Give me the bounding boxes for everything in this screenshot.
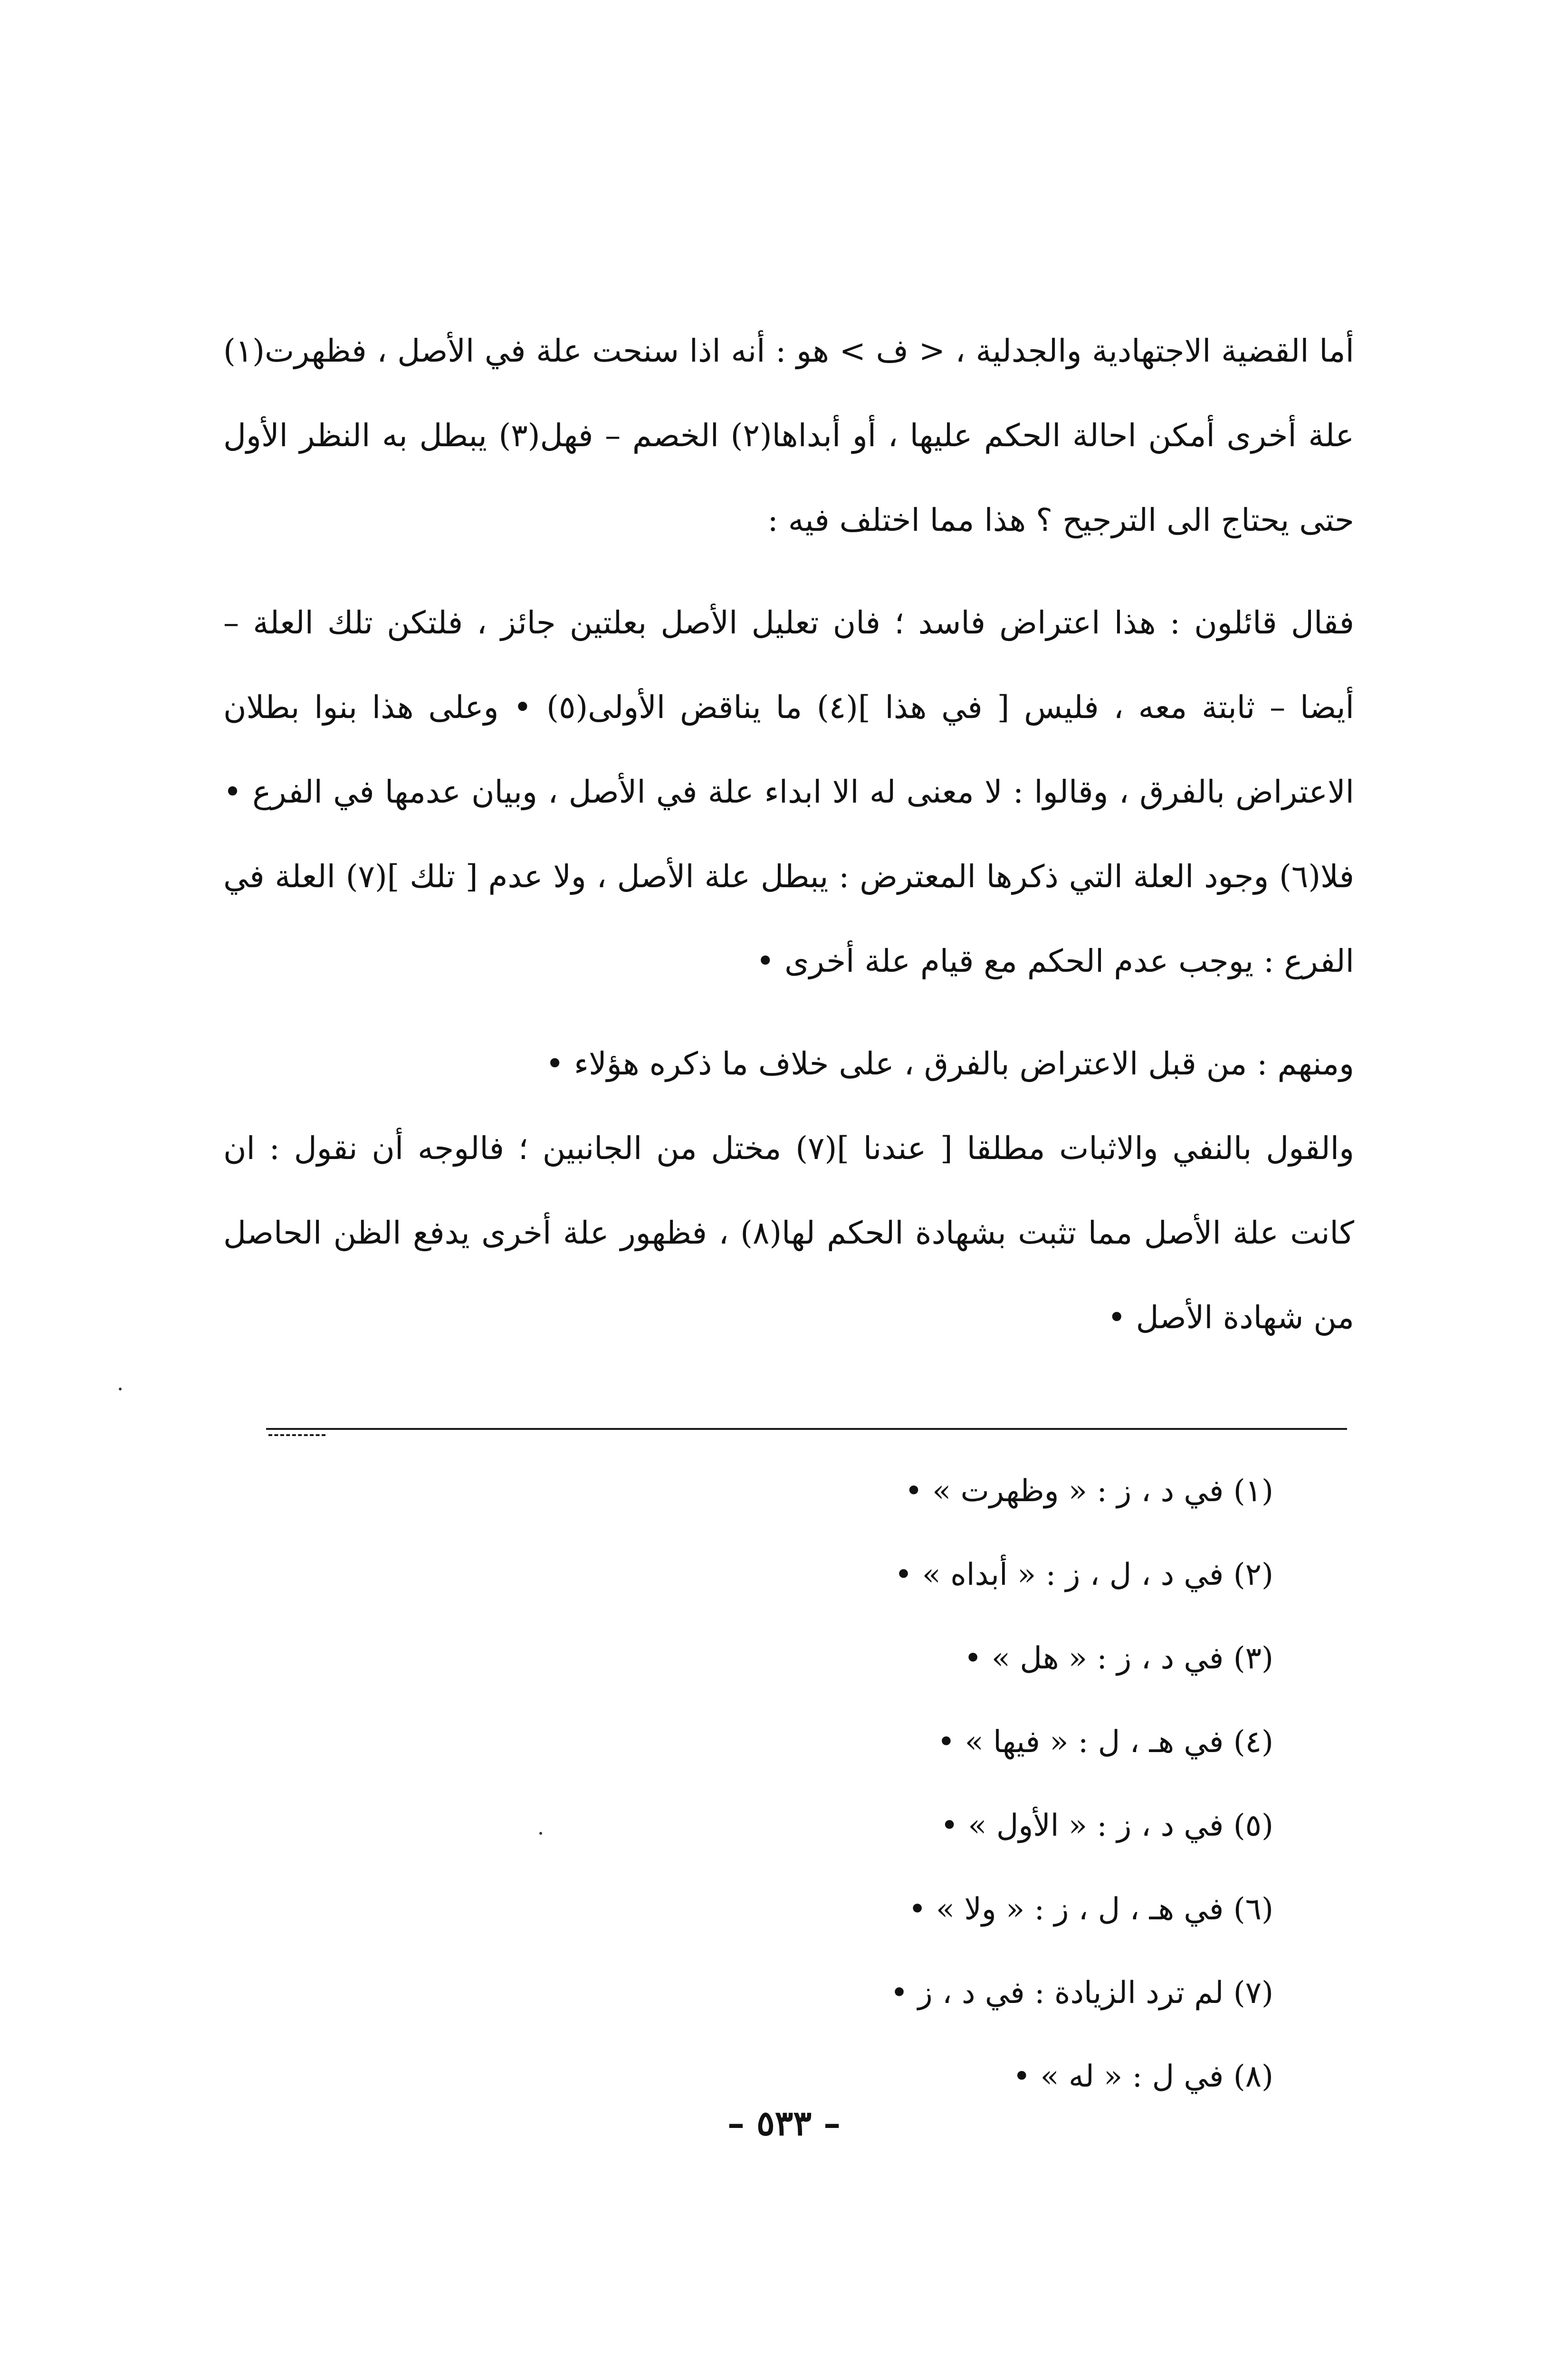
footnote-item: (٥) في د ، ز : « الأول » • bbox=[940, 1808, 1273, 1843]
footnote-item: (٤) في هـ ، ل : « فيها » • bbox=[937, 1725, 1273, 1760]
footnotes-list bbox=[466, 1449, 1273, 2118]
paragraph-2: فقال قائلون : هذا اعتراض فاسد ؛ فان تعليل الأصل بعلتين جائز ، فلتكن تلك العلة – أيضا – ثابتة معه ، فليس [ في هذا ](٤) ما يناقض الأولى(٥) • وعلى هذا بنوا بطلان الاعتراض بالفرق ، وقالوا : لا معنى له الا ابداء علة في الأصل ، وبيان عدمها في الفرع • فلا(٦) وجود العلة التي ذكرها المعترض : يبطل علة الأصل ، ولا عدم [ تلك ](٧) العلة في الفرع : يوجب عدم الحكم مع قيام علة أخرى • bbox=[223, 604, 1354, 979]
footnote-divider bbox=[266, 1428, 1347, 1430]
footnote-item: (٧) لم ترد الزيادة : في د ، ز • bbox=[890, 1975, 1273, 2011]
page-number: – ٥٣٣ – bbox=[727, 2103, 841, 2143]
paragraph-1: أما القضية الاجتهادية والجدلية ، < ف > هو : أنه اذا سنحت علة في الأصل ، فظهرت(١) علة أخرى أمكن احالة الحكم عليها ، أو أبداها(٢) الخصم – فهل(٣) يبطل به النظر الأول حتى يحتاج الى الترجيح ؟ هذا مما اختلف فيه : bbox=[223, 333, 1354, 538]
scan-speck bbox=[539, 1832, 542, 1835]
footnote-divider-dash bbox=[268, 1434, 325, 1436]
main-text bbox=[223, 309, 1354, 1360]
scan-speck bbox=[119, 1388, 122, 1390]
footnote-item: (١) في د ، ز : « وظهرت » • bbox=[905, 1474, 1273, 1509]
paragraph-3: ومنهم : من قبل الاعتراض بالفرق ، على خلاف ما ذكره هؤلاء • bbox=[545, 1045, 1354, 1082]
footnote-item: (٦) في هـ ، ل ، ز : « ولا » • bbox=[908, 1892, 1273, 1927]
footnote-item: (٨) في ل : « له » • bbox=[1013, 2059, 1273, 2094]
paragraph-4: والقول بالنفي والاثبات مطلقا [ عندنا ](٧) مختل من الجانبين ؛ فالوجه أن نقول : ان كانت علة الأصل مما تثبت بشهادة الحكم لها(٨) ، فظهور علة أخرى يدفع الظن الحاصل من شهادة الأصل • bbox=[223, 1130, 1355, 1336]
footnote-item: (٣) في د ، ز : « هل » • bbox=[964, 1641, 1273, 1676]
footnote-item: (٢) في د ، ل ، ز : « أبداه » • bbox=[894, 1557, 1273, 1592]
